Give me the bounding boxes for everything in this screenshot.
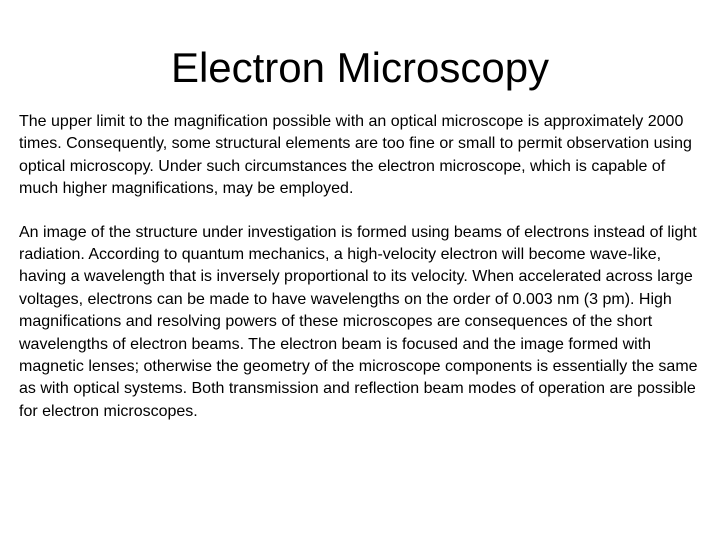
slide-body [19,111,701,423]
slide-title: Electron Microscopy [170,44,550,91]
paragraph-electron-beams: An image of the structure under investigation is formed using beams of electrons instead of light radiation. According to quantum mechanics, a high-velocity electron will become wave-like, having a wavelength that is inversely proportional to its velocity. When accelerated across large voltages, electrons can be made to have wavelengths on the order of 0.003 nm (3 pm). High magnifications and resolving powers of these microscopes are consequences of the short wavelengths of electron beams. The electron beam is focused and the image formed with magnetic lenses; otherwise the geometry of the microscope components is essentially the same as with optical systems. Both transmission and reflection beam modes of operation are possible for electron microscopes. [19,223,698,420]
paragraph-magnification-limit: The upper limit to the magnification possible with an optical microscope is approximately 2000 times. Consequently, some structural elements are too fine or small to permit observation using optical microscopy. Under such circumstances the electron microscope, which is capable of much higher magnifications, may be employed. [19,113,692,198]
